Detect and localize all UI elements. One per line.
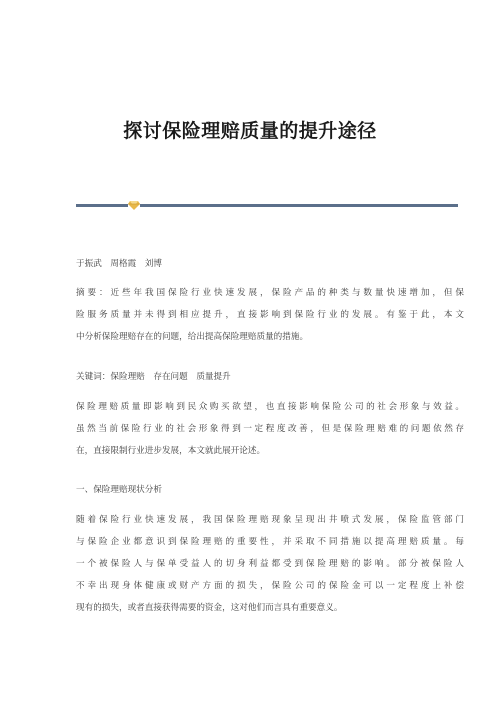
abstract-line: 险服务质量并未得到相应提升，直接影响到保险行业的发展。有鉴于此，本文 <box>76 310 464 320</box>
abstract-line: 摘要：近些年我国保险行业快速发展，保险产品的种类与数量快速增加，但保 <box>76 288 464 298</box>
divider-left-bar <box>76 204 128 207</box>
abstract <box>76 282 464 348</box>
page-title: 探讨保险理赔质量的提升途径 <box>123 120 377 142</box>
keywords-block <box>76 366 464 388</box>
authors-block <box>76 253 464 275</box>
section-heading: 一、保险理赔现状分析 <box>76 485 162 495</box>
paragraph-line: 保险理赔质量即影响到民众购买欲望，也直接影响保险公司的社会形象与效益。 <box>76 402 464 412</box>
abstract-line: 中分析保险理赔存在的问题，给出提高保险理赔质量的措施。 <box>76 332 309 342</box>
paragraph-line: 虽然当前保险行业的社会形象得到一定程度改善，但是保险理赔难的问题依然存 <box>76 424 464 434</box>
paragraph-line: 与保险企业都意识到保险理赔的重要性，并采取不同措施以提高理赔质量。每 <box>76 537 464 547</box>
divider-right-bar <box>140 204 458 207</box>
intro-paragraph <box>76 396 464 462</box>
gem-icon <box>128 201 140 210</box>
section1-paragraph <box>76 509 464 619</box>
paragraph-line: 在，直接限制行业进步发展，本文就此展开论述。 <box>76 446 266 456</box>
paragraph-line: 不幸出现身体健康或财产方面的损失，保险公司的保险金可以一定程度上补偿 <box>76 581 464 591</box>
paragraph-line: 随着保险行业快速发展，我国保险理赔现象呈现出井喷式发展，保险监管部门 <box>76 515 464 525</box>
keywords: 关键词：保险理赔 存在问题 质量提升 <box>76 372 231 382</box>
section-heading-block <box>76 479 464 501</box>
paragraph-line: 现有的损失，或者直接获得需要的资金，这对他们而言具有重要意义。 <box>76 603 343 613</box>
title-divider <box>76 203 458 208</box>
paragraph-line: 一个被保险人与保单受益人的切身利益都受到保险理赔的影响。部分被保险人 <box>76 559 464 569</box>
authors: 于振武 周格霞 刘博 <box>76 259 162 269</box>
